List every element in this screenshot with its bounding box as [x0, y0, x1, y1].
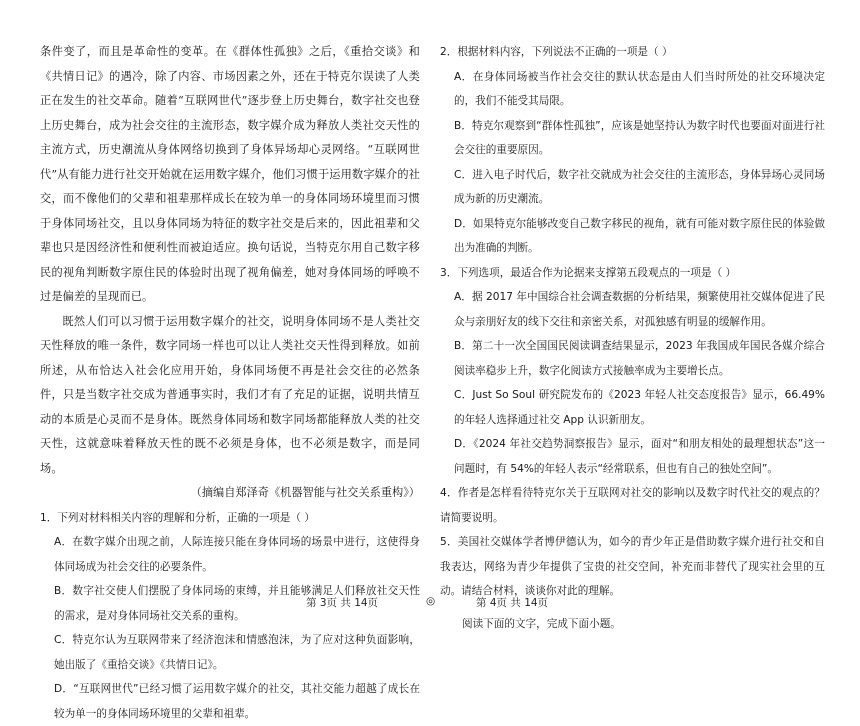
- question-2-option-a: A．在身体同场被当作社会交往的默认状态是由人们当时所处的社交环境决定的，我们不能受其局限。: [454, 70, 825, 107]
- right-page-number: 第 4页 共 14页: [476, 597, 549, 609]
- question-2-option-b: B．特克尔观察到“群体性孤独”，应该是她坚持认为数字时代也要面对面进行社会交往的重要原因。: [454, 119, 825, 156]
- question-3-option-c: C．Just So Soul 研究院发布的《2023 年轻人社交态度报告》显示，66.49%的年轻人选择通过社交 App 认识新朋友。: [454, 389, 825, 426]
- question-2-option-c: C．进入电子时代后，数字社交就成为社会交往的主流形态，身体异场心灵同场成为新的历史潮流。: [454, 168, 825, 205]
- question-2: 2．根据材料内容，下列说法不正确的一项是（ ）: [440, 46, 673, 58]
- reading-instruction: 阅读下面的文字，完成下面小题。: [462, 617, 621, 630]
- passage-paragraph-2: 既然人们可以习惯于运用数字媒介的社交，说明身体同场不是人类社交天性释放的唯一条件，数字同场一样也可以让人类社交天性得到释放。如前所述，从布恰达入社会化应用开始，身体同场便不再是社会交往的必然条件，只是当数字社交成为普通事实时，我们才有了充足的证据，说明共情互动的本质是心灵而不是身体。既然身体同场和数字同场都能释放人类的社交天性，这就意味着释放天性的既不必须是身体，也不必须是数字，而是同场。: [40, 314, 420, 475]
- left-page-number: 第 3页 共 14页: [306, 597, 379, 609]
- question-1-option-b: B．数字社交使人们摆脱了身体同场的束缚，并且能够满足人们释放社交天性的需求，是对身体同场社交关系的重构。: [54, 585, 420, 622]
- question-1-option-d: D．“互联网世代”已经习惯了运用数字媒介的社交，其社交能力超越了成长在较为单一的身体同场环境里的父辈和祖辈。: [54, 683, 420, 720]
- passage-paragraph-1: 条件变了，而且是革命性的变革。在《群体性孤独》之后，《重拾交谈》和《共情日记》的遇冷，除了内容、市场因素之外，还在于特克尔误读了人类正在发生的社交革命。随着“互联网世代”逐步登上历史舞台，数字社交也登上历史舞台，成为社会交往的主流形态，数字媒介成为释放人类社交天性的主流方式，历史潮流从身体网络切换到了身体异场却心灵网络。“互联网世代”从有能力进行社交开始就在运用数字媒介，他们习惯于运用数字媒介的社交，而不像他们的父辈和祖辈那样成长在较为单一的身体同场环境里而习惯于身体同场社交，且以身体同场为特征的数字社交是后来的，因此祖辈和父辈也只是因经济性和便利性而被迫适应。换句话说，当特克尔用自己数字移民的视角判断数字原住民的体验时出现了视角偏差，她对身体同场的呼唤不过是偏差的呈现而已。: [40, 45, 421, 303]
- question-2-option-d: D．如果特克尔能够改变自己数字移民的视角，就有可能对数字原住民的体验做出为准确的判断。: [454, 217, 825, 254]
- center-mark: ◎: [426, 595, 436, 607]
- question-3-option-b: B．第二十一次全国国民阅读调查结果显示，2023 年我国成年国民各媒介综合阅读率稳步上升，数字化阅读方式接触率成为主要增长点。: [454, 340, 825, 377]
- question-1: 1．下列对材料相关内容的理解和分析，正确的一项是（ ）: [40, 511, 315, 524]
- question-3-option-a: A．据 2017 年中国综合社会调查数据的分析结果，频繁使用社交媒体促进了民众与亲朋好友的线下交往和亲密关系，对孤独感有明显的缓解作用。: [454, 291, 825, 328]
- question-3: 3．下列选项，最适合作为论据来支撑第五段观点的一项是（ ）: [440, 266, 737, 279]
- left-column: [40, 40, 420, 726]
- question-1-option-c: C．特克尔认为互联网带来了经济泡沫和情感泡沫，为了应对这种负面影响，她出版了《重拾交谈》《共情日记》。: [54, 634, 420, 671]
- question-4: 4．作者是怎样看待特克尔关于互联网对社交的影响以及数字时代社交的观点的？请简要说明。: [440, 487, 825, 524]
- question-1-option-a: A．在数字媒介出现之前，人际连接只能在身体同场的场景中进行，这使得身体同场成为社会交往的必要条件。: [54, 536, 420, 573]
- passage-source: （摘编自郑泽奇《机器智能与社交关系重构》）: [190, 486, 420, 499]
- right-column: [440, 40, 825, 636]
- question-3-option-d: D．《2024 年社交趋势洞察报告》显示，面对“和朋友相处的最理想状态”这一问题时，有 54%的年轻人表示“经常联系，但也有自己的独处空间”。: [454, 438, 825, 475]
- question-5: 5．美国社交媒体学者博伊德认为，如今的青少年正是借助数字媒介进行社交和自我表达，网络为青少年提供了宝贵的社交空间，补充而非替代了现实社会里的互动。请结合材料，谈谈你对此的理解。: [440, 536, 825, 597]
